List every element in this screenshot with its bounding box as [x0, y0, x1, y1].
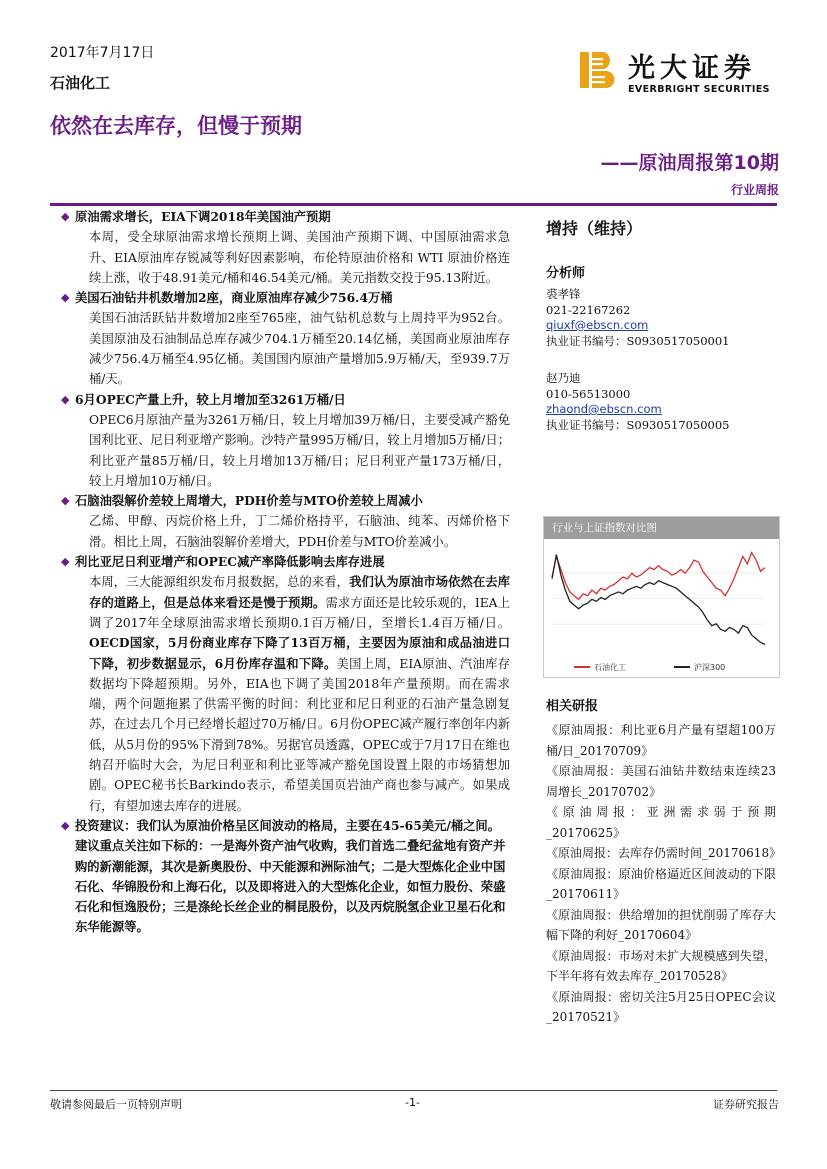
section-title: 原油需求增长，EIA下调2018年美国油产预期 — [75, 209, 331, 224]
report-type: 行业周报 — [730, 183, 779, 197]
report-title: ——原油周报第10期 — [600, 152, 779, 174]
related-report-link[interactable]: 《原油周报：美国石油钻井数结束连续23周增长_20170702》 — [546, 764, 776, 799]
analyst-email-link[interactable]: qiuxf@ebscn.com — [546, 318, 649, 332]
section-body: 乙烯、甲醇、丙烷价格上升，丁二烯价格持平，石脑油、纯苯、丙烯价格下滑。相比上周，石脑油裂解价差增大，PDH价差与MTO价差减小。 — [89, 514, 510, 549]
rating: 增持（维持） — [546, 219, 643, 238]
comparison-chart — [543, 516, 780, 678]
body-text-bold: OECD国家，5月份商业库存下降了13百万桶，主要因为原油和成品油进口下降，初步数据显示，6月份库存温和下降。 — [89, 635, 510, 671]
footer-label: 证券研究报告 — [713, 1098, 779, 1111]
related-report-link[interactable]: 《原油周报：密切关注5月25日OPEC会议_20170521》 — [546, 989, 776, 1024]
logo-chinese-name: 光大证券 — [628, 53, 756, 84]
body-text: 本周，三大能源组织发布月报数据，总的来看， — [89, 575, 350, 590]
chart-plot — [544, 539, 779, 676]
section-title: 6月OPEC产量上升，较上月增加至3261万桶/日 — [75, 391, 346, 407]
related-report-link[interactable]: 《原油周报：原油价格逼近区间波动的下限_20170611》 — [546, 866, 776, 901]
diamond-bullet-icon: ◆ — [61, 210, 70, 223]
related-report-link[interactable]: 《原油周报：亚洲需求弱于预期_20170625》 — [546, 805, 776, 840]
related-report-link[interactable]: 《原油周报：利比亚6月产量有望超100万桶/日_20170709》 — [546, 723, 776, 758]
headline: 依然在去库存，但慢于预期 — [50, 114, 302, 138]
footer-disclaimer: 敬请参阅最后一页特别声明 — [50, 1098, 182, 1111]
section-title: 石脑油裂解价差较上周增大，PDH价差与MTO价差较上周减小 — [75, 493, 423, 509]
report-date: 2017年7月17日 — [50, 45, 155, 61]
series-line-0 — [552, 553, 765, 600]
analyst-block — [546, 262, 781, 433]
section-body: 美国石油活跃钻井数增加2座至765座，油气钻机总数与上周持平为952台。美国原油及石油制品总库存减少704.1万桶至20.14亿桶，美国商业原油库存减少756.4万桶至4.95亿桶。美国国内原油产量增加5.9万桶/天，至939.7万桶/天。 — [89, 311, 510, 387]
body-text-bold: 我们认为原油市场依然在去库存的道路上，但是总体来看还是慢于预期。 — [89, 574, 510, 610]
analyst-name: 裘孝锋 — [546, 287, 581, 301]
section-heading — [58, 816, 510, 938]
chart-title: 行业与上证指数对比图 — [544, 517, 779, 539]
related-report-link[interactable]: 《原油周报：市场对未扩大规模感到失望，下半年将有效去库存_20170528》 — [546, 948, 776, 983]
analyst-cert: 执业证书编号：S0930517050001 — [546, 333, 730, 348]
section-body: OPEC6月原油产量为3261万桶/日，较上月增加39万桶/日，主要受减产豁免国利比亚、尼日利亚增产影响。沙特产量995万桶/日，较上月增加5万桶/日；利比亚产量85万桶/日，较上月增加13万桶/日；尼日利亚产量173万桶/日，较上月增加10万桶/日。 — [89, 412, 510, 488]
investment-advice: 投资建议：我们认为原油价格呈区间波动的格局，主要在45-65美元/桶之间。建议重点关注如下标的：一是海外资产油气收购，我们首选二叠纪盆地有资产并购的新潮能源，其次是新奥股份、中天能源和洲际油气；二是大型炼化企业中国石化、华锦股份和上海石化，以及即将进入的大型炼化企业，如恒力股份、荣盛石化和恒逸股份；三是涤纶长丝企业的桐昆股份，以及丙烷脱氢企业卫星石化和东华能源等。 — [75, 817, 506, 935]
legend-label: 沪深300 — [694, 663, 726, 672]
diamond-bullet-icon: ◆ — [61, 494, 70, 508]
diamond-bullet-icon: ◆ — [61, 555, 70, 569]
section-heading — [58, 552, 510, 572]
diamond-bullet-icon: ◆ — [61, 818, 70, 832]
analyst-cert: 执业证书编号：S0930517050005 — [546, 417, 730, 432]
analyst-heading: 分析师 — [546, 266, 586, 281]
diamond-bullet-icon: ◆ — [61, 291, 70, 305]
header-divider — [50, 203, 777, 206]
logo-english-name: EVERBRIGHT SECURITIES — [628, 84, 770, 95]
section-body: 本周，受全球原油需求增长预期上调、美国油产预期下调、中国原油需求急升、EIA原油库存锐减等利好因素影响，布伦特原油价格和 WTI 原油价格连续上涨，收于48.91美元/桶和46.54美元/桶。美元指数交投于95.13附近。 — [89, 230, 510, 285]
section-heading — [58, 288, 510, 308]
section-heading — [58, 491, 510, 511]
related-report-link[interactable]: 《原油周报：供给增加的担忧削弱了库存大幅下降的利好_20170604》 — [546, 907, 776, 942]
sector-label: 石油化工 — [50, 74, 111, 92]
page-number: -1- — [405, 1096, 420, 1109]
diamond-bullet-icon: ◆ — [61, 392, 70, 406]
analyst-phone: 021-22167262 — [546, 302, 631, 317]
series-line-1 — [552, 555, 765, 645]
summary-column — [58, 207, 510, 938]
analyst-name: 赵乃迪 — [546, 371, 581, 385]
body-text: 需求方面还是比较乐观的，IEA上调了2017年全球原油需求增长预期0.1百万桶/日，至增长1.4百万桶/日。 — [89, 595, 510, 630]
related-reports — [546, 695, 782, 1028]
section-heading — [58, 207, 510, 227]
legend-label: 石油化工 — [594, 663, 626, 672]
related-heading: 相关研报 — [546, 699, 599, 714]
analyst-email-link[interactable]: zhaond@ebscn.com — [546, 402, 662, 416]
section-heading — [58, 390, 510, 410]
footer-divider — [50, 1090, 777, 1091]
body-text: 美国上周，EIA原油、汽油库存数据均下降超预期。另外，EIA也下调了美国2018年产量预期。而在需求端，两个问题拖累了供需平衡的时间：利比亚和尼日利亚的石油产量急剧复苏，在过去几个月已经增长超过70万桶/日。6月份OPEC减产履行率创年内新低，从5月份的95%下滑到78%。另据官员透露，OPEC或于7月17日在维也纳召开临时大会，为尼日利亚和利比亚等减产豁免国设置上限的市场猜想加剧。OPEC秘书长Barkindo表示，希望美国页岩油产商也参与减产。如果成行，有望加速去库存的进展。 — [89, 656, 511, 813]
section-title: 利比亚尼日利亚增产和OPEC减产率降低影响去库存进展 — [75, 554, 385, 570]
related-report-link[interactable]: 《原油周报：去库存仍需时间_20170618》 — [546, 846, 782, 860]
analyst-phone: 010-56513000 — [546, 386, 631, 401]
section-title: 美国石油钻井机数增加2座，商业原油库存减少756.4万桶 — [75, 290, 393, 306]
everbright-logo-icon — [578, 50, 618, 90]
section-body — [58, 572, 510, 816]
